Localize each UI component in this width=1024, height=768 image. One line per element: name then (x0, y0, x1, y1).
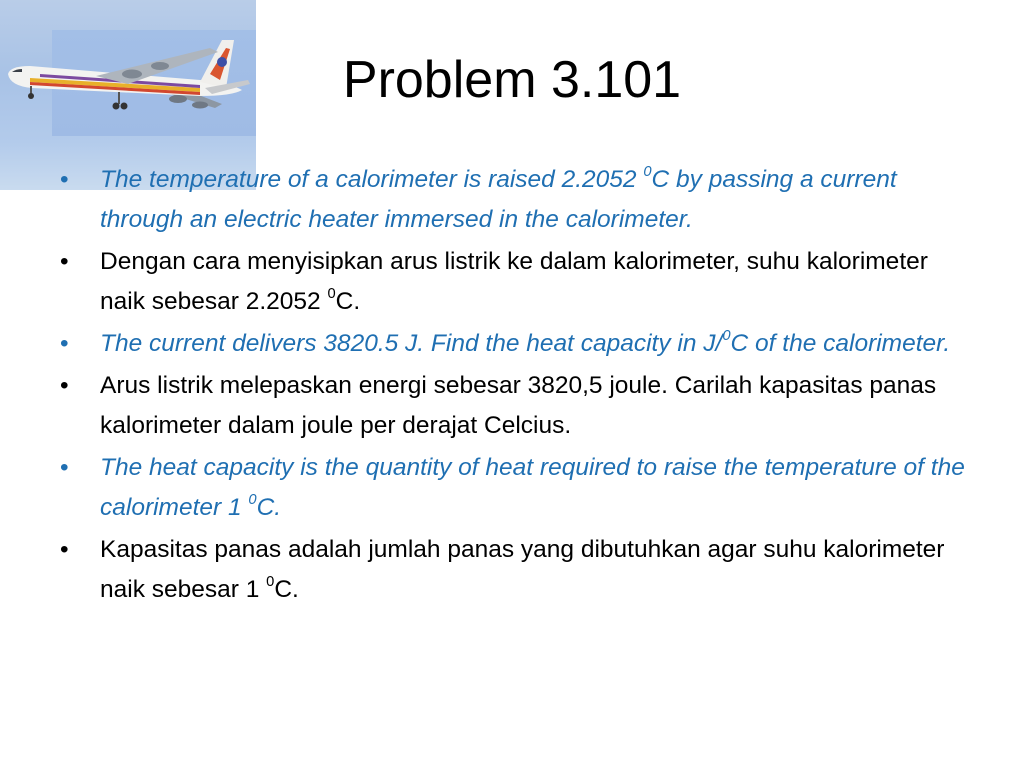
bullet-text: The heat capacity is the quantity of heat required to raise the temperature of the calorimeter 1 (100, 454, 965, 521)
degree-superscript: 0 (643, 163, 652, 180)
bullet-text: Dengan cara menyisipkan arus listrik ke dalam kalorimeter, suhu kalorimeter naik sebesar 2.2052 (100, 248, 928, 315)
bullet-text: The temperature of a calorimeter is raised 2.2052 (100, 166, 644, 193)
bullet-item-english (58, 448, 968, 528)
bullet-text: C. (256, 494, 282, 521)
bullet-item-indonesian (58, 366, 968, 446)
bullet-item-english (58, 160, 968, 240)
degree-superscript: 0 (248, 491, 257, 508)
bullet-text: C. (274, 576, 299, 603)
degree-superscript: 0 (266, 573, 275, 590)
degree-superscript: 0 (327, 285, 336, 302)
bullet-text: C. (335, 288, 361, 315)
bullet-text: Kapasitas panas adalah jumlah panas yang dibutuhkan agar suhu kalorimeter naik sebesar 1 (100, 536, 945, 603)
bullet-text: C by passing a current through an electric heater immersed in the calorimeter. (100, 166, 897, 233)
bullet-item-indonesian (58, 242, 968, 322)
slide-title: Problem 3.101 (342, 51, 682, 109)
bullet-text: The current delivers 3820.5 J. Find the heat capacity in J/ (100, 330, 723, 357)
bullet-text: Arus listrik melepaskan energi sebesar 3820,5 joule. Carilah kapasitas panas kalorimeter dalam joule per derajat Celcius. (100, 372, 937, 439)
bullet-text: C of the calorimeter. (730, 330, 951, 357)
bullet-item-english (58, 324, 968, 364)
bullet-list (58, 160, 968, 612)
bullet-item-indonesian (58, 530, 968, 610)
degree-superscript: 0 (722, 327, 731, 344)
